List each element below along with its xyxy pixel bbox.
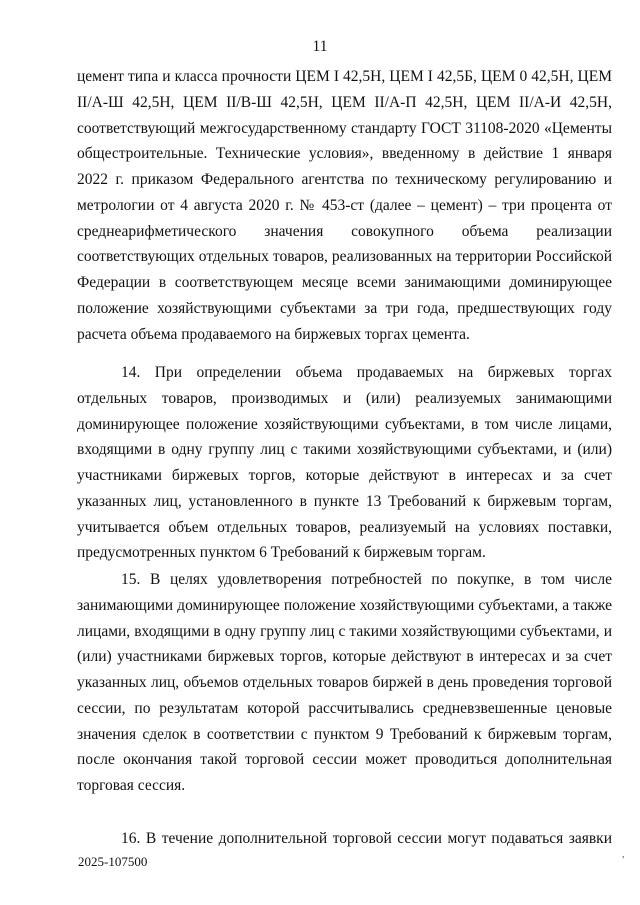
paragraph-item-14: 14. При определении объема продаваемых на биржевых торгах отдельных товаров, производимых и (или) реализуемых занимающими доминирующее положение хозяйствующими субъектами, в том числе лицами, входящими в одну группу лиц с такими хозяйствующими субъектами, и (или) участниками биржевых торгов, которые действуют в интересах и за счет указанных лиц, установленного в пункте 13 Требований к биржевым торгам, учитывается объем отдельных товаров, реализуемый на условиях поставки, предусмотренных пунктом 6 Требований к биржевым торгам.: [77, 364, 612, 562]
document-code: 2025-107500: [78, 854, 148, 869]
corner-mark: ,: [622, 849, 625, 860]
paragraph-item-16: 16. В течение дополнительной торговой сессии могут подаваться заявки: [121, 830, 612, 847]
page-number: 11: [312, 38, 328, 55]
paragraph-item-15: 15. В целях удовлетворения потребностей по покупке, в том числе занимающими доминирующее положение хозяйствующими субъектами, а также лицами, входящими в одну группу лиц с такими хозяйствующими субъектами, и (или) участниками биржевых торгов, которые действуют в интересах и за счет указанных лиц, объемов отдельных товаров биржей в день проведения торговой сессии, по результатам которой рассчитывались средневзвешенные ценовые значения сделок в соответствии с пунктом 9 Требований к биржевым торгам, после окончания такой торговой сессии может проводиться дополнительная торговая сессия.: [77, 571, 612, 794]
paragraph-cement-definition: цемент типа и класса прочности ЦЕМ I 42,5Н, ЦЕМ I 42,5Б, ЦЕМ 0 42,5Н, ЦЕМ II/А-Ш 42,5Н, ЦЕМ II/В-Ш 42,5Н, ЦЕМ II/А-П 42,5Н, ЦЕМ II/А-И 42,5Н, соответствующий межгосударственному стандарту ГОСТ 31108-2020 «Цементы общестроительные. Технические условия», введенному в действие 1 января 2022 г. приказом Федерального агентства по техническому регулированию и метрологии от 4 августа 2020 г. № 453-ст (далее – цемент) – три процента от среднеарифметического значения совокупного объема реализации соответствующих отдельных товаров, реализованных на территории Российской Федерации в соответствующем месяце всеми занимающими доминирующее положение хозяйствующими субъектами за три года, предшествующих году расчета объема продаваемого на биржевых торгах цемента.: [77, 68, 612, 343]
